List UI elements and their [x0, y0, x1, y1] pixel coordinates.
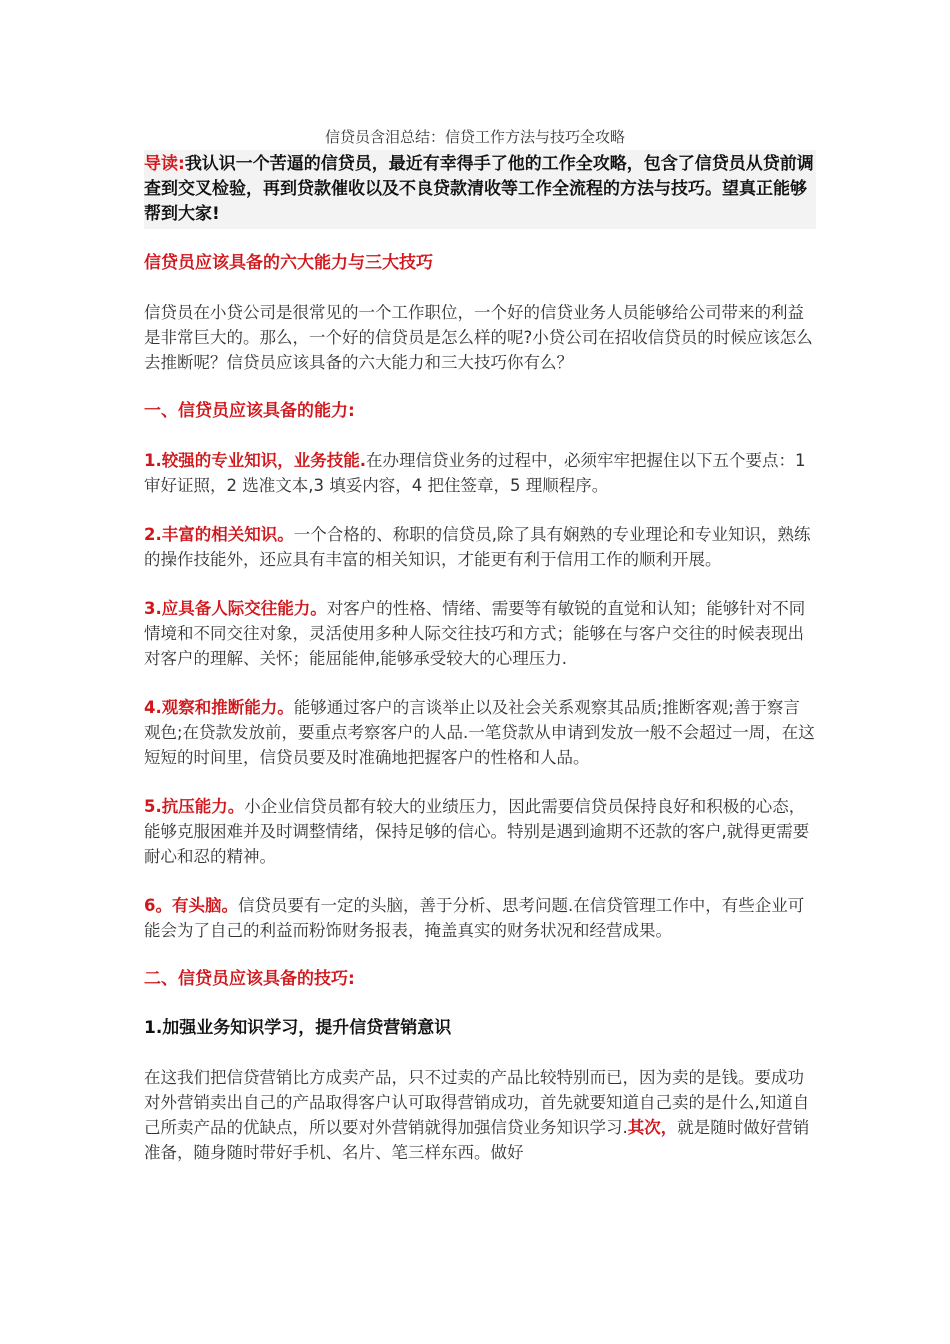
ability-item — [144, 448, 816, 498]
skill1-bold: 其次， — [627, 1118, 678, 1137]
ability-item — [144, 794, 816, 869]
ability-title: 1.较强的专业知识，业务技能. — [144, 451, 367, 470]
ability-title: 5.抗压能力。 — [144, 797, 245, 816]
skill1-text-a: 在这我们把信贷营销比方成卖产品，只不过卖的产品比较特别而已，因为卖的是钱。要成功对外营销卖出自己的产品取得客户认可取得营销成功，首先就要知道自己卖的是什么,知道自己所卖产品的优缺点，所以要对外营销就得加强信贷业务知识学习. — [144, 1068, 810, 1137]
intro-block — [144, 150, 816, 229]
document-title: 信贷员含泪总结：信贷工作方法与技巧全攻略 — [324, 128, 625, 146]
section-title: 信贷员应该具备的六大能力与三大技巧 — [144, 253, 433, 273]
ability-text: 能够通过客户的言谈举止以及社会关系观察其品质;推断客观;善于察言观色;在贷款发放前，要重点考察客户的人品.一笔贷款从申请到发放一般不会超过一周，在这短短的时间里，信贷员要及时准确地把握客户的性格和人品。 — [144, 698, 815, 767]
opening-paragraph: 信贷员在小贷公司是很常见的一个工作职位，一个好的信贷业务人员能够给公司带来的利益是非常巨大的。那么，一个好的信贷员是怎么样的呢?小贷公司在招收信贷员的时候应该怎么去推断呢？信贷员应该具备的六大能力和三大技巧你有么？ — [144, 303, 813, 372]
document-body — [144, 150, 816, 1189]
part2-heading: 二、信贷员应该具备的技巧: — [144, 969, 355, 989]
ability-text: 一个合格的、称职的信贷员,除了具有娴熟的专业理论和专业知识，熟练的操作技能外，还应具有丰富的相关知识，才能更有利于信用工作的顺利开展。 — [144, 525, 811, 569]
part1-heading: 一、信贷员应该具备的能力: — [144, 401, 355, 421]
skill1-text-b: 就是随时做好营销准备，随身随时带好手机、名片、笔三样东西。做好 — [144, 1118, 810, 1162]
ability-item — [144, 893, 816, 943]
ability-item — [144, 596, 816, 671]
ability-title: 4.观察和推断能力。 — [144, 698, 294, 717]
ability-title: 3.应具备人际交往能力。 — [144, 599, 327, 618]
ability-text: 在办理信贷业务的过程中，必须牢牢把握住以下五个要点：1 审好证照，2 选准文本,3 填妥内容，4 把住签章，5 理顺程序。 — [144, 451, 806, 495]
ability-title: 2.丰富的相关知识。 — [144, 525, 294, 544]
ability-text: 对客户的性格、情绪、需要等有敏锐的直觉和认知；能够针对不同情境和不同交往对象，灵活使用多种人际交往技巧和方式；能够在与客户交往的时候表现出对客户的理解、关怀；能屈能伸,能够承受较大的心理压力. — [144, 599, 806, 668]
intro-label: 导读: — [144, 154, 185, 174]
ability-item — [144, 522, 816, 572]
ability-item — [144, 695, 816, 770]
skill1-paragraph — [144, 1065, 816, 1165]
ability-title: 6。有头脑。 — [144, 896, 238, 915]
skill1-heading: 1.加强业务知识学习，提升信贷营销意识 — [144, 1018, 452, 1038]
intro-text: 我认识一个苦逼的信贷员，最近有幸得手了他的工作全攻略，包含了信贷员从贷前调查到交叉检验，再到贷款催收以及不良贷款清收等工作全流程的方法与技巧。望真正能够帮到大家! — [144, 154, 814, 224]
ability-text: 小企业信贷员都有较大的业绩压力，因此需要信贷员保持良好和积极的心态，能够克服困难并及时调整情绪，保持足够的信心。特别是遇到逾期不还款的客户,就得更需要耐心和忍的精神。 — [144, 797, 810, 866]
ability-text: 信贷员要有一定的头脑，善于分析、思考问题.在信贷管理工作中，有些企业可能会为了自己的利益而粉饰财务报表，掩盖真实的财务状况和经营成果。 — [144, 896, 805, 940]
